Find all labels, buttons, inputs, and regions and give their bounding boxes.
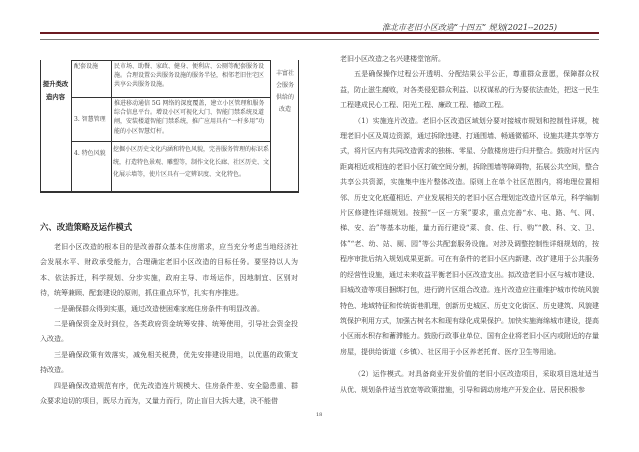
table-row-item: 3. 智慧管理 <box>74 116 106 123</box>
page-number: 18 <box>316 412 323 418</box>
running-header-title: 淮北市老旧小区改造“十四五” 规划(2021--2025) <box>381 23 557 32</box>
table-row-content: 挖掘小区历史文化内涵和特色风貌，完善服务管理的标识系统，打造特色景观、雕塑等，制作文化长廊、社区历史、文化展示墙等，使片区具有一定辨识度、文化特色。 <box>113 146 269 178</box>
header-rule-red <box>40 32 599 34</box>
paragraph: 老旧小区改造之名兴建楼堂馆所。 <box>340 55 445 63</box>
table-row-divider-1 <box>71 97 270 98</box>
renovation-content-table <box>40 60 298 192</box>
paragraph: 三是确保政策有效落实，减免相关税费，优先安排建设用地，以优惠的政策支持改造。 <box>40 350 298 375</box>
table-category: 提升类改造内容 <box>42 80 69 101</box>
table-border-bottom <box>40 191 299 193</box>
table-border-top <box>71 60 270 61</box>
paragraph: （2）运作模式。对具备商业开发价值的老旧小区改造项目，采取项目选址适当从优、规划条件适当放宽等政策措施，引导和调动房地产开发企业、居民积极参 <box>340 370 599 394</box>
table-row-content: 推进移动通信 5G 网络的深度覆盖，建立小区管理和服务综合信息平台。增设小区可视化大门、智能门禁系统及道闸，安装楼道智能门禁系统，推广应用具有“一杆多用”功能的小区智慧灯杆。 <box>114 100 265 135</box>
section-heading: 六、改造策略及运作模式 <box>40 222 133 232</box>
paragraph: 二是确保资金及时到位，各类政府资金统筹安排、统筹使用，引导社会资金投入改造。 <box>40 320 298 344</box>
paragraph: 五是确保操作过程公开透明、分配结果公平公正，尊重群众意愿，保障群众权益，防止滋生腐败，对各类侵犯群众利益、以权谋私的行为要依法查处，把这一民生工程建成民心工程、阳光工程、廉政工程、德政工程。 <box>340 70 599 110</box>
table-border-col3 <box>270 60 271 192</box>
table-border-right <box>298 60 299 192</box>
table-goal: 丰富社会服务供给的改造 <box>275 70 294 113</box>
table-row-item: 配套设施 <box>74 63 99 70</box>
table-row-item: 4. 特色风貌 <box>74 150 106 157</box>
table-row-divider-2 <box>71 141 270 142</box>
paragraph: 一是确保群众得到实惠，通过改造使困难家庭住房条件有明显改善。 <box>54 304 264 313</box>
paragraph: （1）实施连片改造。老旧小区改造区域划分要对接城市规划和控制性详规，梳理老旧小区及周边资源，通过拆除违建、打通围墙、畅通微循环、设施共建共享等方式，将片区内有共同改造需求的独栋、零星、分散楼房进行归并整合。鼓励对片区内距离相近或相连的老旧小区打破空间分割，拆除围墙等障碍物，拓展公共空间，整合共享公共资源，实施集中连片整体改造。原则上在单个社区范围内，将地理位置相邻、历史文化底蕴相近、产业发展相关的老旧小区合理划定改造片区单元，科学编制片区修建性详细规划。按照“一区一方案”要求，重点完善“水、电、路、气、网、梯、安、治”等基本功能，量力而行建设“菜、食、住、行、购”“教、科、文、卫、体”“老、幼、站、厕、园”等公共配套服务设施。对涉及调整控制性详细规划的，按程序审批后纳入规划成果更新。可在有条件的老旧小区内新建、改扩建用于公共服务的经营性设施，通过未来收益平衡老旧小区改造支出。拟改造老旧小区与城市建设、旧城改造等项目捆绑打包，进行跨片区组合改造。连片改造应注重维护城市传统风貌特色、地域特征和传统街巷肌理，创新历史城区、历史文化街区、历史建筑、风貌建筑保护利用方式，加强古树名木和现有绿化成果保护。加快实施海绵城市建设，提高小区雨水积存和蓄滞能力。鼓励行政事业单位、国有企业将老旧小区内或附近的存量房屋，提供给街道（乡镇）、社区用于小区养老托育、医疗卫生等用途。 <box>340 116 599 356</box>
header-rule-grey <box>40 39 599 40</box>
paragraph: 四是确保改造规范有序，优先改造连片规模大、住房条件差、安全隐患重、群众要求迫切的项目，既尽力而为，又量力而行，防止盲目大拆大建，决不能借 <box>40 381 298 406</box>
table-border-col2 <box>111 60 112 192</box>
right-column-body <box>340 52 599 398</box>
table-row-content: 民市场、助餐、家政、健身、便利店、公厕等配套服务设施。合理设置公共服务设施的服务半径，相邻老旧住宅区共享公共服务设施。 <box>114 63 265 89</box>
left-column-body <box>40 240 298 409</box>
table-border-col1 <box>71 60 72 192</box>
paragraph: 老旧小区改造的根本目的是改善群众基本住房需求，应当充分考虑当地经济社会发展水平、财政承受能力，合理确定老旧小区改造的目标任务。要坚持以人为本、依法拆迁，科学规划、分步实施，政府主导、市场运作，因地制宜、区别对待，统筹兼顾、配套建设的原则，抓住重点环节，扎实有序推进。 <box>40 243 298 298</box>
